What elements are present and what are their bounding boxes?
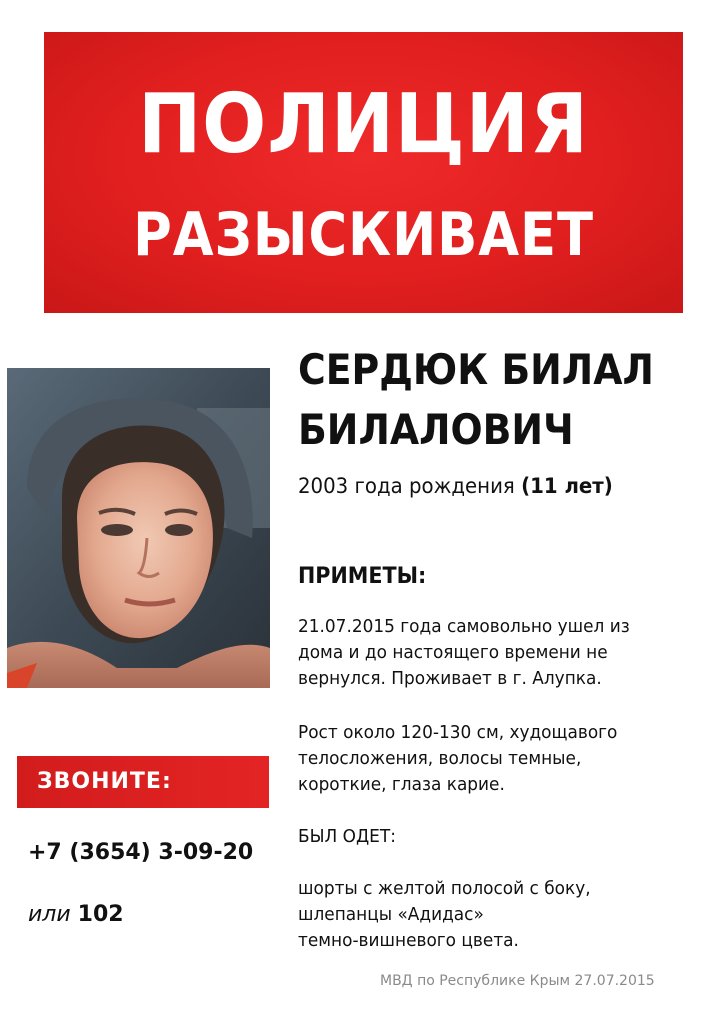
circumstances-line: 21.07.2015 года самовольно ушел из [298, 616, 630, 637]
alt-phone-prefix: или [28, 902, 71, 927]
circumstances-line: дома и до настоящего времени не [298, 642, 608, 663]
person-name [298, 340, 676, 460]
signs-heading: ПРИМЕТЫ: [298, 564, 427, 589]
footer-source: МВД по Республике Крым 27.07.2015 [380, 973, 655, 989]
person-name-line2: БИЛАЛОВИЧ [298, 405, 574, 454]
person-name-line1: СЕРДЮК БИЛАЛ [298, 345, 654, 394]
clothing-line: шлепанцы «Адидас» [298, 904, 484, 925]
call-label: ЗВОНИТЕ: [37, 769, 172, 794]
clothing-heading: БЫЛ ОДЕТ: [298, 826, 396, 847]
phone-number[interactable]: +7 (3654) 3-09-20 [28, 840, 254, 865]
call-label-box [17, 756, 269, 808]
alt-phone-number[interactable]: 102 [77, 902, 124, 927]
missing-person-photo [7, 368, 270, 688]
clothing-paragraph [298, 876, 693, 954]
banner-title-police: ПОЛИЦИЯ [138, 77, 589, 172]
birth-info [298, 472, 613, 500]
wanted-banner [44, 32, 683, 313]
appearance-paragraph [298, 720, 693, 798]
appearance-line: короткие, глаза карие. [298, 774, 505, 795]
appearance-line: телосложения, волосы темные, [298, 748, 582, 769]
appearance-line: Рост около 120-130 см, худощавого [298, 722, 618, 743]
birth-year-text: 2003 года рождения [298, 474, 515, 498]
circumstances-paragraph [298, 614, 693, 692]
alt-phone [28, 900, 124, 930]
clothing-line: темно-вишневого цвета. [298, 930, 519, 951]
circumstances-line: вернулся. Проживает в г. Алупка. [298, 668, 602, 689]
banner-title-wanted: РАЗЫСКИВАЕТ [133, 200, 594, 270]
age-text: (11 лет) [521, 474, 613, 498]
clothing-line: шорты с желтой полосой с боку, [298, 878, 591, 899]
